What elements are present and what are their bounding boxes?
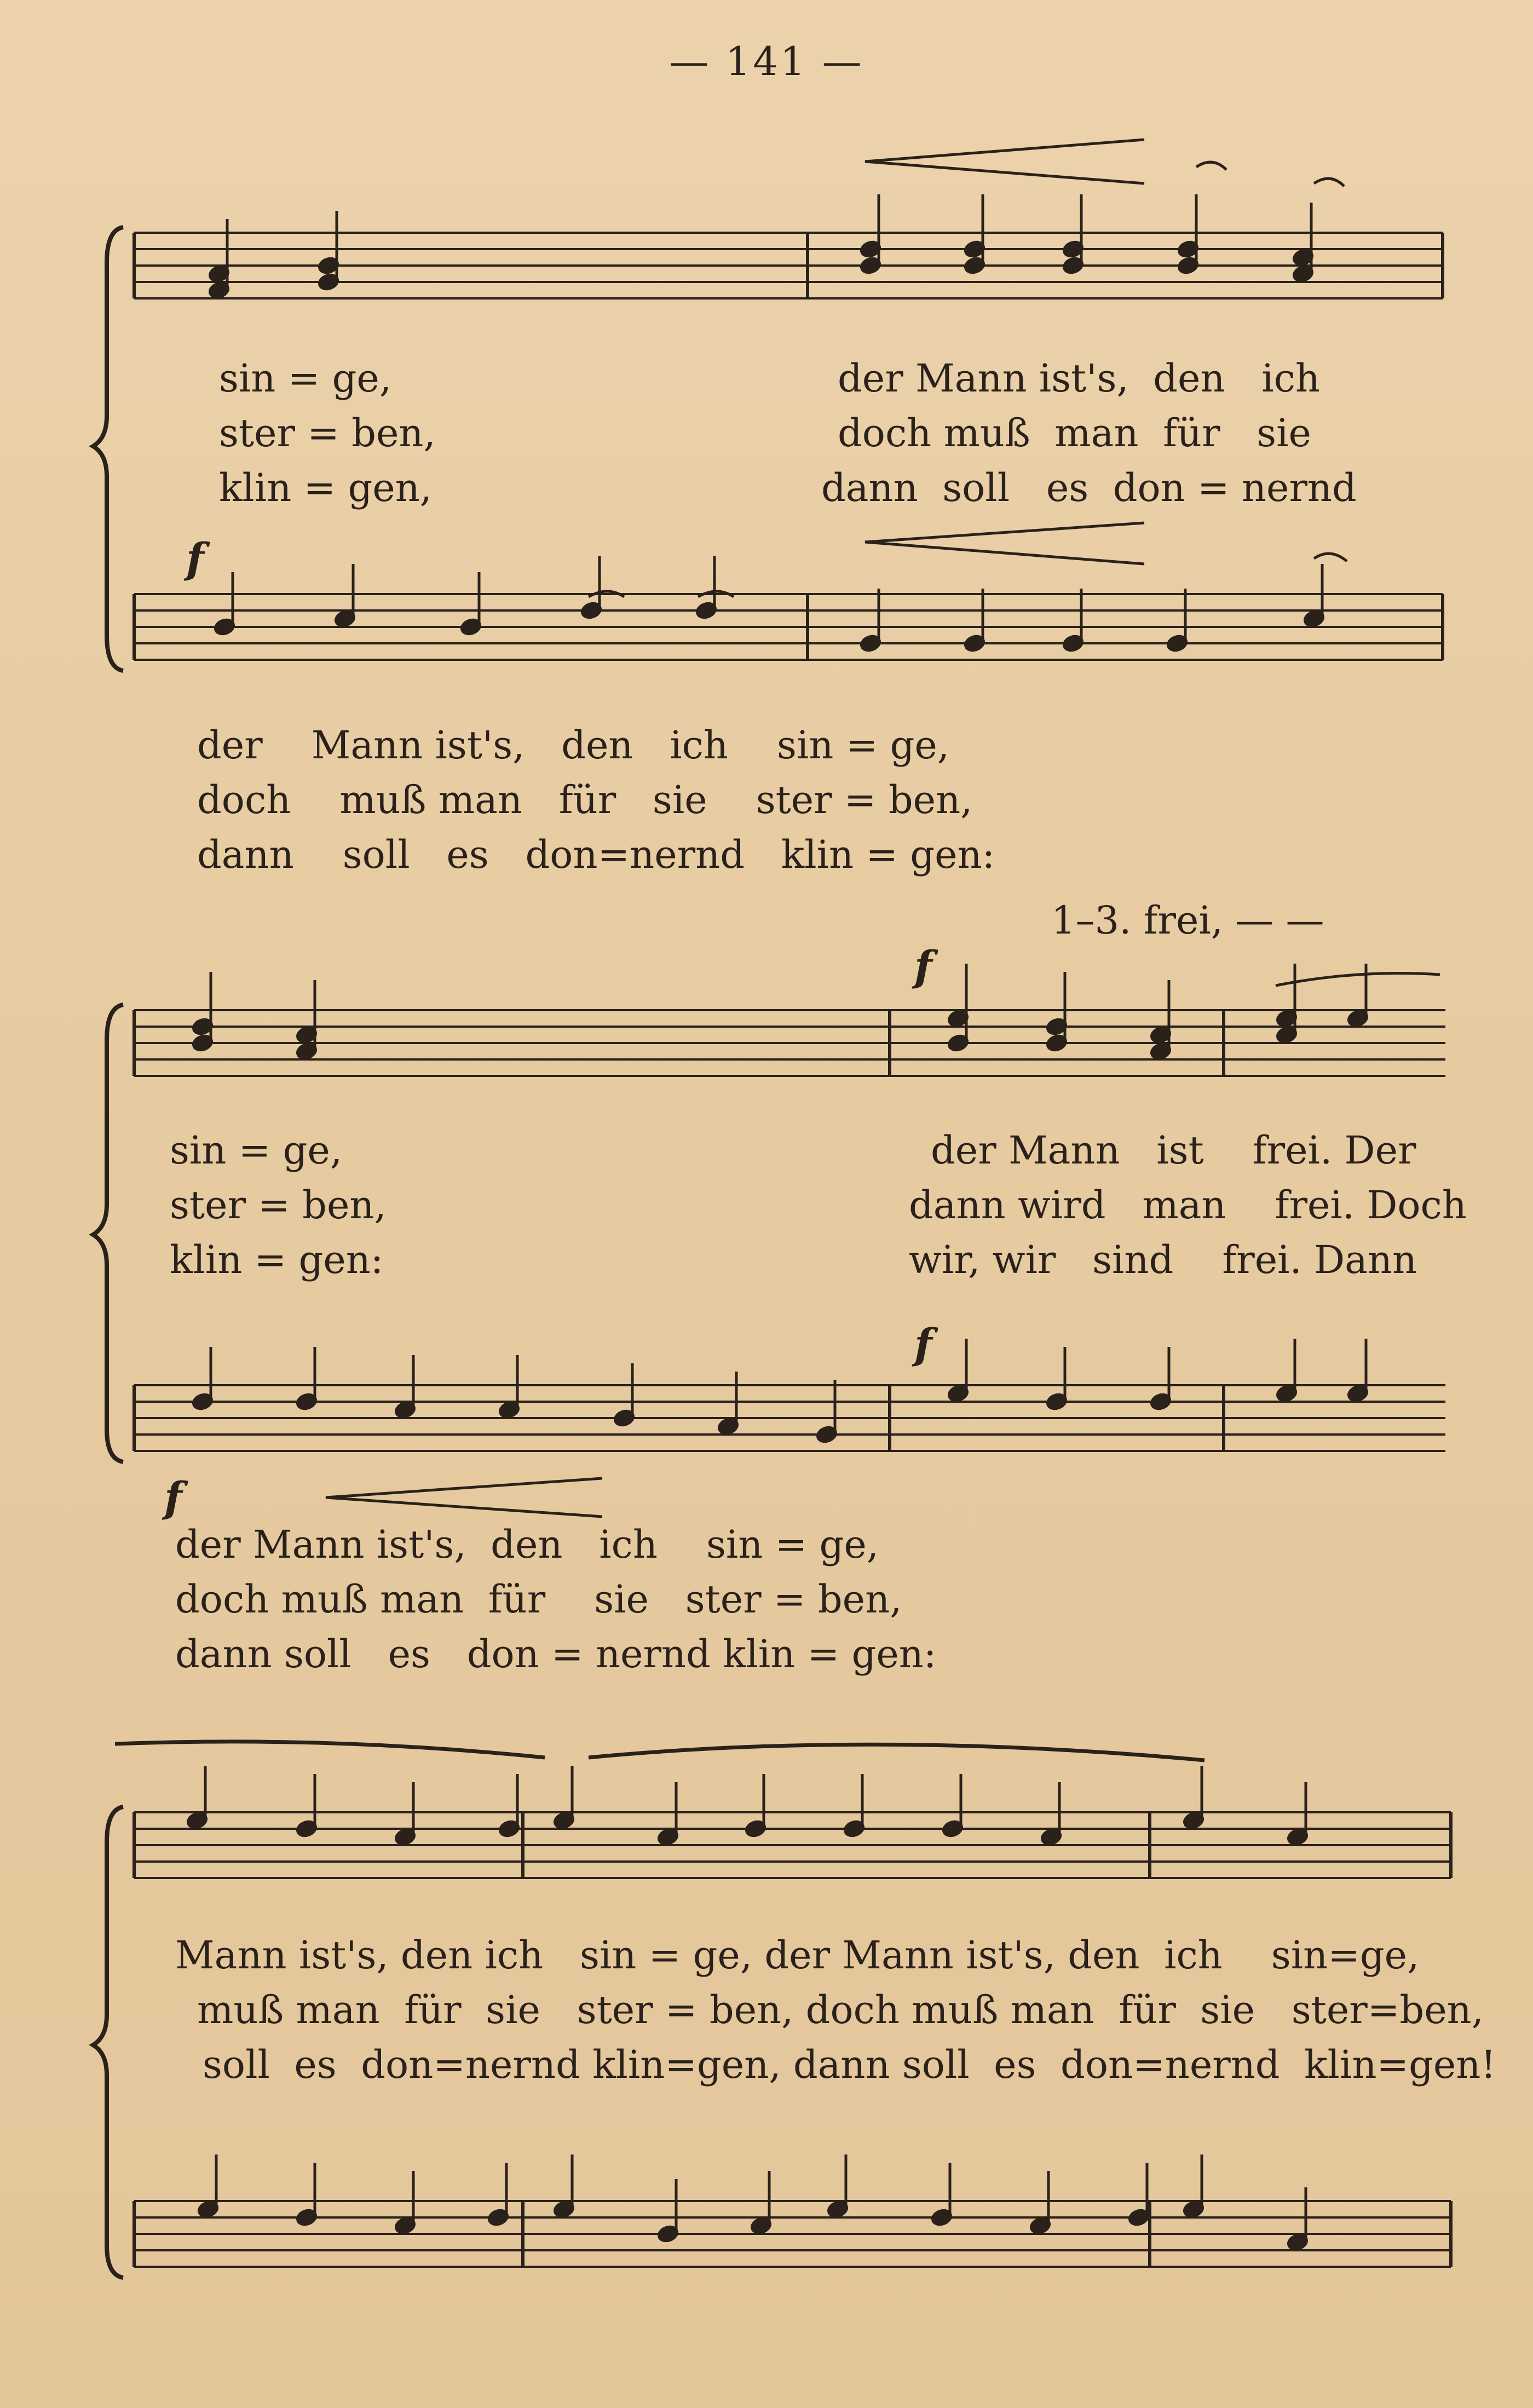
lyric-line: dann soll es don = nernd klin = gen: — [175, 1632, 937, 1677]
lyric-line: der Mann ist's, den ich sin = ge, — [197, 723, 950, 768]
lyric-line: dann wird man frei. Doch — [909, 1183, 1467, 1228]
lyric-line: klin = gen: — [170, 1237, 384, 1282]
lyric-line: doch muß man für sie ster = ben, — [175, 1577, 902, 1622]
lyric-line: muß man für sie ster = ben, doch muß man für sie ster=ben, — [197, 1988, 1484, 2032]
dynamic-forte: f — [914, 1320, 932, 1368]
system-1-lower-staff — [134, 594, 1443, 660]
system-2-staves — [93, 1005, 1445, 1462]
verse-frei-line: 1–3. frei, — — — [1051, 898, 1324, 943]
lyric-line: klin = gen, — [219, 465, 433, 510]
phrase-slurs — [115, 1742, 1204, 1760]
lyric-line: dann soll es don=nernd klin = gen: — [197, 832, 995, 877]
lyric-line: sin = ge, — [170, 1128, 343, 1173]
page-number: — 141 — — [669, 38, 864, 84]
lyric-line: doch muß man für sie ster = ben, — [197, 777, 973, 822]
dynamic-forte: f — [914, 942, 932, 990]
dynamic-forte: f — [164, 1473, 182, 1522]
lyric-line: der Mann ist frei. Der — [931, 1128, 1416, 1173]
crescendo-marks — [326, 140, 1144, 1517]
dynamic-forte: f — [186, 534, 204, 583]
lyric-line: dann soll es don = nernd — [821, 465, 1357, 510]
lyric-line: soll es don=nernd klin=gen, dann soll es don=nernd klin=gen! — [203, 2042, 1496, 2087]
lyric-line: ster = ben, — [170, 1183, 387, 1228]
lyric-line: wir, wir sind frei. Dann — [909, 1237, 1417, 1282]
lyric-line: der Mann ist's, den ich sin = ge, — [175, 1522, 879, 1567]
system-3-upper-staff — [134, 1812, 1451, 1878]
lyric-line: Mann ist's, den ich sin = ge, der Mann ist's, den ich sin=ge, — [175, 1933, 1420, 1978]
system-3-lower-staff — [134, 2201, 1451, 2267]
system-2-lower-staff — [134, 1385, 1445, 1451]
lyric-line: ster = ben, — [219, 411, 436, 456]
lyric-line: der Mann ist's, den ich — [838, 356, 1320, 401]
lyric-line: sin = ge, — [219, 356, 392, 401]
system-2-upper-staff — [134, 1010, 1445, 1076]
lyric-line: doch muß man für sie — [838, 411, 1311, 456]
